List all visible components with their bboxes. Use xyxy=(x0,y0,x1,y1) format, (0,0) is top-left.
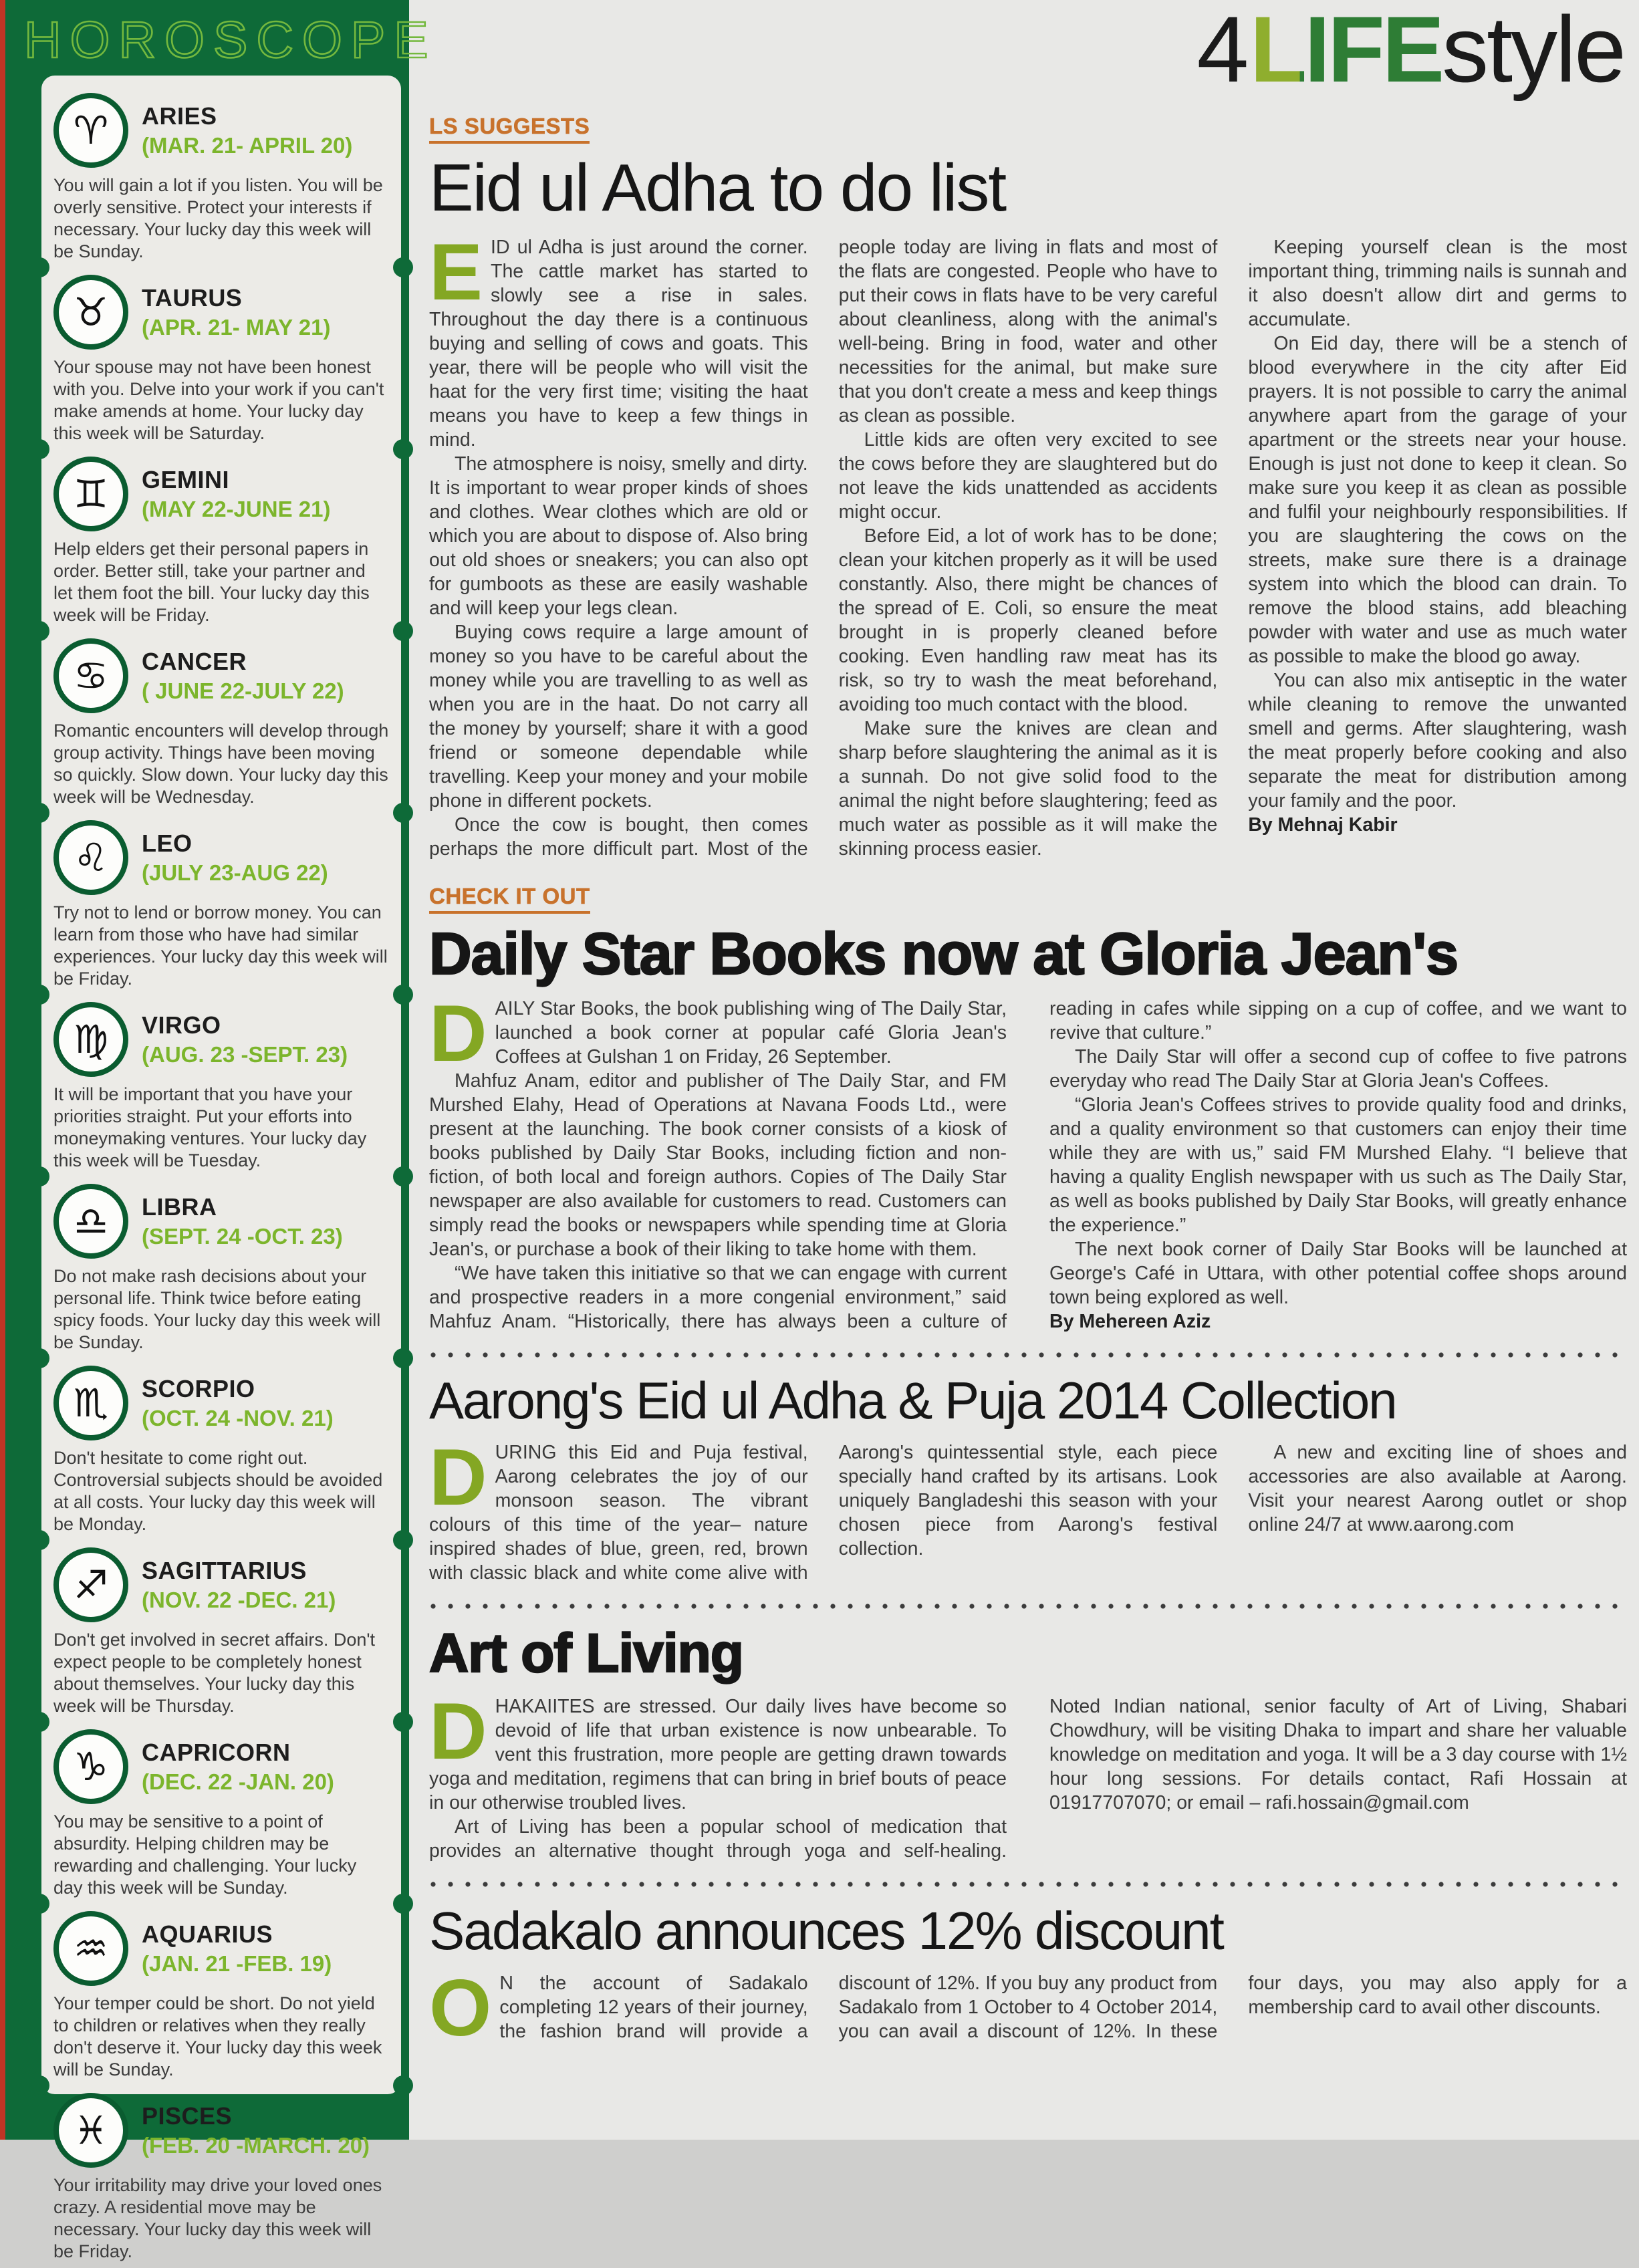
paragraph xyxy=(429,1432,1218,1585)
zodiac-forecast: Romantic encounters will develop through group activity. Things have been moving so quickly. Slow down. Your lucky day this week will be Wednesday. xyxy=(53,721,389,807)
lifestyle-logo-style: style xyxy=(1442,0,1624,102)
zodiac-sign-dates: (SEPT. 24 -OCT. 23) xyxy=(142,1224,343,1249)
zodiac-forecast: Your irritability may drive your loved ones crazy. A residential move may be necessary. Your lucky day this week will be Friday. xyxy=(53,2175,382,2261)
zodiac-forecast: You may be sensitive to a point of absurdity. Helping children may be rewarding and challenging. Your lucky day this week will be Sunday. xyxy=(53,1811,357,1898)
zodiac-sign-name: AQUARIUS xyxy=(142,1920,273,1948)
paragraph: “Gloria Jean's Coffees strives to provide quality food and drinks, and a quality environment so that customers can enjoy their time while they are with us,” said FM Murshed Elahy. “I believe that having a quality English newspaper with us such as The Daily Star, as well as books published by Daily Star Books, will greatly enhance the experience.” xyxy=(1049,1094,1627,1237)
zodiac-sign-dates: (APR. 21- MAY 21) xyxy=(142,315,331,340)
horoscope-title: HOROSCOPE xyxy=(24,11,437,69)
zodiac-entry-virgo xyxy=(51,995,392,1177)
paragraph: Keeping yourself clean is the most important thing, trimming nails is sunnah and it also doesn't allow dirt and germs to accumulate. xyxy=(1248,237,1627,330)
paragraph xyxy=(429,989,1007,1079)
zodiac-sign-dates: (AUG. 23 -SEPT. 23) xyxy=(142,1042,348,1067)
zodiac-forecast: Your temper could be short. Do not yield to children or relatives when they really don't deserve it. Your lucky day this week will be Sunday. xyxy=(53,1993,382,2080)
taurus-icon: ♉ xyxy=(53,275,128,350)
scorpio-icon: ♏ xyxy=(53,1366,128,1440)
masthead xyxy=(429,0,1627,108)
zodiac-entry-aquarius xyxy=(51,1904,392,2086)
zodiac-header xyxy=(53,1366,389,1440)
zodiac-sign-dates: (JAN. 21 -FEB. 19) xyxy=(142,1951,332,1976)
zodiac-sign-name: LIBRA xyxy=(142,1193,217,1221)
books-headline: Daily Star Books now at Gloria Jean's xyxy=(429,920,1459,987)
paragraph: “We have taken this initiative so that we can engage with current and prospective readers in a more congenial environment,” said Mahfuz Anam. “Historically, there has always been a culture of reading in cafes while sipping on a cup of coffee, and we want to revive that culture.” xyxy=(429,998,1627,1333)
capricorn-icon: ♑ xyxy=(53,1729,128,1804)
zodiac-forecast: Try not to lend or borrow money. You can learn from those who have had similar experiences. Your lucky day this week will be Friday. xyxy=(53,902,388,989)
paragraph: Before Eid, a lot of work has to be done; clean your kitchen properly as it will be used constantly. Also, there might be chances of the spread of E. Coli, so ensure the meat brought in is properly cleaned before cooking. Even handling raw meat has its risk, so try to wash the meat beforehand, avoiding too much contact with the blood. xyxy=(838,525,1218,715)
zodiac-sign-dates: (OCT. 24 -NOV. 21) xyxy=(142,1406,334,1430)
zodiac-forecast: Don't hesitate to come right out. Controversial subjects should be avoided at all costs. Your lucky day this week will be Monday. xyxy=(53,1448,383,1534)
zodiac-sign-name: GEMINI xyxy=(142,466,230,493)
zodiac-sign-dates: (DEC. 22 -JAN. 20) xyxy=(142,1769,334,1794)
paragraph: The Daily Star will offer a second cup of coffee to five patrons everyday who read The Daily Star at Gloria Jean's Coffees. xyxy=(1049,1046,1627,1092)
zodiac-sign-name: VIRGO xyxy=(142,1011,221,1039)
zodiac-entry-sagittarius xyxy=(51,1541,392,1723)
zodiac-header xyxy=(53,1911,389,1986)
dotted-divider xyxy=(429,1880,1627,1888)
zodiac-entry-gemini xyxy=(51,450,392,632)
drop-cap: O xyxy=(429,1963,492,2053)
drop-cap: E xyxy=(429,227,483,317)
paragraph: On Eid day, there will be a stench of blood everywhere in the city after Eid prayers. It is not possible to carry the animal anywhere apart from the garage of your apartment or the streets near your house. Enough is just not done to keep it clean. So make sure you keep it as clean as possible and fulfil your neighbourly responsibilities. If you are slaughtering the cows on the streets, make sure there is a drainage system into which the blood can drain. To remove the blood stains, add bleaching powder with water and use as much water as possible to make the blood go away. xyxy=(1248,333,1627,667)
byline: By Mehnaj Kabir xyxy=(1248,814,1398,836)
zodiac-forecast: Help elders get their personal papers in order. Better still, take your partner and let them foot the bill. Your lucky day this week will be Friday. xyxy=(53,539,370,625)
paragraph xyxy=(429,1963,1627,2053)
books-article-body xyxy=(429,989,1627,1334)
zodiac-forecast: You will gain a lot if you listen. You will be overly sensitive. Protect your interests if necessary. Your lucky day this week will be Sunday. xyxy=(53,175,383,261)
zodiac-header xyxy=(53,275,389,350)
zodiac-header xyxy=(53,1002,389,1077)
virgo-icon: ♍ xyxy=(53,1002,128,1077)
paragraph: Little kids are often very excited to see the cows before they are slaughtered but do not leave the kids unattended as accidents might occur. xyxy=(838,429,1218,523)
drop-cap: D xyxy=(429,1686,487,1777)
article-daily-star-books xyxy=(429,884,1627,1334)
sadakalo-article-body xyxy=(429,1963,1627,2053)
byline: By Mehereen Aziz xyxy=(1049,1311,1211,1333)
paragraph: Buying cows require a large amount of money so you have to be careful about the money while you are travelling to as well as when you are in the haat. Do not carry all the money by yourself; share it with a good friend or someone dependable while travelling. Keep your money and your mobile phone in different pockets. xyxy=(429,622,808,811)
paragraph-text: AILY Star Books, the book publishing wing of The Daily Star, launched a book corner at popular café Gloria Jean's Coffees at Gulshan 1 on Friday, 26 September. xyxy=(495,998,1007,1068)
dotted-divider xyxy=(429,1351,1627,1359)
zodiac-sign-dates: (MAR. 21- APRIL 20) xyxy=(142,133,353,158)
paragraph: A new and exciting line of shoes and accessories are also available at Aarong. Visit your nearest Aarong outlet or shop online 24/7 at www.aarong.com xyxy=(1248,1442,1627,1536)
paragraph: The next book corner of Daily Star Books will be launched at George's Café in Uttara, with other potential coffee shops around town being explored as well. xyxy=(1049,1239,1627,1309)
zodiac-sign-name: CAPRICORN xyxy=(142,1739,291,1766)
paragraph: Art of Living has been a popular school of medication that provides an alternative thought through yoga and self-healing. Noted Indian national, senior faculty of Art of Living, Shabari Chowdhury, will be visiting Dhaka to impart and share her valuable knowledge on meditation and yoga. It will be a 3 day course with 1½ hour long sessions. For details contact, Rafi Hossain at 01917707070; or email – rafi.hossain@gmail.com xyxy=(429,1696,1627,1862)
zodiac-header xyxy=(53,1184,389,1259)
aarong-article-body xyxy=(429,1432,1627,1585)
paragraph: Once the cow is bought, then comes perhaps the more difficult part. Most of the people today are living in flats and most of the flats are congested. People who have to put their cows in flats have to be very careful about cleanliness, along with the animal's well-being. Bring in food, water and other necessities for the animal, but make sure that you don't create a mess and keep things as clean as possible. xyxy=(429,237,1218,860)
zodiac-sign-dates: ( JUNE 22-JULY 22) xyxy=(142,678,344,703)
zodiac-header xyxy=(53,820,389,895)
drop-cap: D xyxy=(429,989,487,1079)
dotted-divider xyxy=(429,1602,1627,1610)
eid-headline: Eid ul Adha to do list xyxy=(429,150,1006,225)
zodiac-sign-name: CANCER xyxy=(142,648,247,675)
horoscope-sidebar xyxy=(5,0,437,2261)
zodiac-forecast: It will be important that you have your priorities straight. Put your efforts into moneymaking ventures. Your lucky day this week will be Tuesday. xyxy=(53,1084,367,1170)
gemini-icon: ♊ xyxy=(53,457,128,531)
zodiac-sign-name: SCORPIO xyxy=(142,1375,255,1402)
paragraph xyxy=(429,1686,1007,1815)
libra-icon: ♎ xyxy=(53,1184,128,1259)
paragraph-text: HAKAIITES are stressed. Our daily lives have become so devoid of life that urban existence is now unbearable. To vent this frustration, more people are getting drawn towards yoga and meditation, regimens that can bring in brief bouts of peace in our otherwise troubled lives. xyxy=(429,1696,1007,1814)
zodiac-sign-name: TAURUS xyxy=(142,284,243,311)
zodiac-forecast: Don't get involved in secret affairs. Don't expect people to be completely honest about themselves. Your lucky day this week will be Thursday. xyxy=(53,1630,376,1716)
zodiac-header xyxy=(53,1729,389,1804)
paragraph-text: URING this Eid and Puja festival, Aarong celebrates the joy of our monsoon season. The vibrant colours of this time of the year– nature inspired shades of blue, green, red, brown with classic black and white come alive with Aarong's quintessential style, each piece specially hand crafted by its artisans. Look uniquely Bangladeshi this season with your chosen piece from Aarong's festival collection. xyxy=(429,1442,1218,1584)
paragraph: Make sure the knives are clean and sharp before slaughtering the animal as it is a sunnah. Do not give solid food to the animal the night before slaughtering; feed as much water as possible as it will make the skinning process easier. xyxy=(838,718,1218,860)
lifestyle-logo-life: LIFE xyxy=(1250,0,1442,102)
zodiac-sign-dates: (NOV. 22 -DEC. 21) xyxy=(142,1588,336,1612)
paragraph-text: N the account of Sadakalo completing 12 years of their journey, the fashion brand will provide a discount of 12%. If you buy any product from Sadakalo from 1 October to 4 October 2014, you can avail a discount of 12%. In these four days, you may also apply for a membership card to avail other discounts. xyxy=(499,1973,1627,2043)
paragraph: The atmosphere is noisy, smelly and dirty. It is important to wear proper kinds of shoes and clothes. Wear clothes which are old or which you are about to dispose of. Also bring out old shoes or sneakers; you can also opt for gumboots as these are easily washable and will keep your legs clean. xyxy=(429,453,808,619)
zodiac-entry-pisces xyxy=(51,2086,392,2268)
pisces-icon: ♓ xyxy=(53,2093,128,2168)
eid-article-body xyxy=(429,227,1627,861)
zodiac-entry-leo xyxy=(51,813,392,995)
leo-icon: ♌ xyxy=(53,820,128,895)
page-edge-strip xyxy=(0,0,5,2140)
zodiac-entry-libra xyxy=(51,1177,392,1359)
cancer-icon: ♋ xyxy=(53,638,128,713)
zodiac-sign-dates: (MAY 22-JUNE 21) xyxy=(142,497,331,521)
zodiac-forecast: Do not make rash decisions about your personal life. Think twice before eating spicy foods. Your lucky day this week will be Sunday. xyxy=(53,1266,381,1352)
zodiac-header xyxy=(53,2093,389,2168)
paragraph: Mahfuz Anam, editor and publisher of The Daily Star, and FM Murshed Elahy, Head of Operations at Navana Foods Ltd., were present at the launching. The book corner consists of a kiosk of books published by Daily Star Books, including fiction and non-fiction, of both local and foreign authors. Copies of The Daily Star newspaper are also available for customers to read. Customers can simply read the books or newspapers while spending time at Gloria Jean's, or purchase a book of their liking to take home with them. xyxy=(429,1070,1007,1261)
drop-cap: D xyxy=(429,1432,487,1523)
zodiac-header xyxy=(53,1547,389,1622)
article-art-of-living xyxy=(429,1625,1627,1863)
zodiac-entry-taurus xyxy=(51,268,392,450)
aquarius-icon: ♒ xyxy=(53,1911,128,1986)
zodiac-entry-capricorn xyxy=(51,1723,392,1904)
zodiac-entry-scorpio xyxy=(51,1359,392,1541)
paragraph-text: ID ul Adha is just around the corner. The cattle market has started to slowly see a rise in sales. Throughout the day there is a continuous buying and selling of cows and goats. This year, there will be people who will visit the haat for the very first time; visiting the haat means you have to keep a few things in mind. xyxy=(429,237,808,451)
zodiac-header xyxy=(53,93,389,168)
zodiac-forecast: Your spouse may not have been honest with you. Delve into your work if you can't make amends at home. Your lucky day this week will be Saturday. xyxy=(53,357,384,443)
art-of-living-headline: Art of Living xyxy=(429,1623,743,1684)
aarong-headline: Aarong's Eid ul Adha & Puja 2014 Collection xyxy=(429,1371,1396,1430)
sadakalo-headline: Sadakalo announces 12% discount xyxy=(429,1901,1223,1961)
article-eid-to-do-list xyxy=(429,114,1627,861)
zodiac-header xyxy=(53,638,389,713)
page-number: 4 xyxy=(1196,0,1247,102)
zodiac-sign-dates: (JULY 23-AUG 22) xyxy=(142,860,328,885)
article-aarong-collection xyxy=(429,1371,1627,1585)
zodiac-sign-name: SAGITTARIUS xyxy=(142,1557,307,1584)
zodiac-entry-cancer xyxy=(51,632,392,813)
sagittarius-icon: ♐ xyxy=(53,1547,128,1622)
main-content xyxy=(409,0,1639,2140)
paragraph xyxy=(429,227,808,452)
zodiac-sign-name: PISCES xyxy=(142,2102,233,2130)
zodiac-sign-dates: (FEB. 20 -MARCH. 20) xyxy=(142,2133,370,2158)
art-article-body xyxy=(429,1686,1627,1863)
horoscope-panel xyxy=(41,76,401,2261)
zodiac-sign-name: LEO xyxy=(142,830,193,857)
zodiac-sign-name: ARIES xyxy=(142,102,217,130)
kicker-check-it-out: CHECK IT OUT xyxy=(429,884,590,914)
aries-icon: ♈ xyxy=(53,93,128,168)
kicker-ls-suggests: LS SUGGESTS xyxy=(429,114,590,144)
zodiac-header xyxy=(53,457,389,531)
paragraph: You can also mix antiseptic in the water while cleaning to remove the unwanted smell and germs. After slaughtering, wash the meat properly before cooking and also separate the meat for distribution among your family and the poor. xyxy=(1248,670,1627,811)
zodiac-entry-aries xyxy=(51,86,392,268)
article-sadakalo-discount xyxy=(429,1901,1627,2053)
